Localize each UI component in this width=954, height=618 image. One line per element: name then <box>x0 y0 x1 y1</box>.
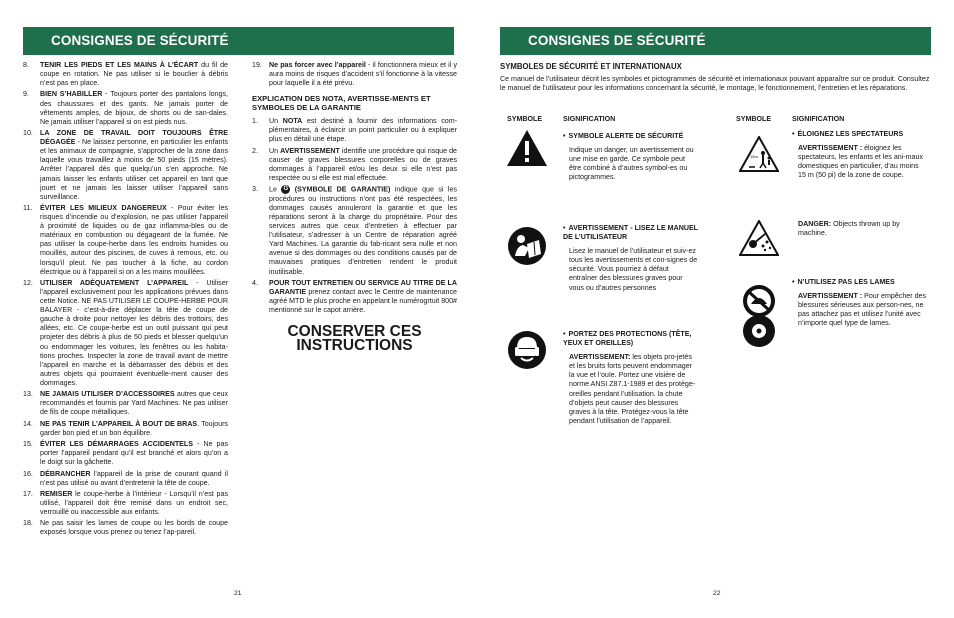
column-header-symbole-2: SYMBOLE <box>736 115 772 123</box>
list-item: 18. Ne pas saisir les lames de coupe ou les bords de coupe exposés lorsque vous prenez ou tenez l’ap-pareil. <box>23 519 228 537</box>
list-item: 16. DÉBRANCHER l’appareil de la prise de courant quand il n’est pas utilisé ou avant d’entretenir la tête de coupe. <box>23 469 228 487</box>
entry-thrown-objects: DANGER: Objects thrown up by machine. <box>798 220 900 238</box>
entry-protective-gear: • PORTEZ DES PROTECTIONS (TÊTE, YEUX ET OREILLES) AVERTISSEMENT: les objets pro-jetés et les bruits forts peuvent endommager la vue et l’ouïe. Portez une visière de norme ANSI Z87.1-1989 et des protège-oreilles pendant l’utilisation. la chute d’objets peut causer des blessures graves à la tête. Protégez-vous la tête pendant l’utilisation de l’appareil. <box>563 330 696 425</box>
list-item: 17. REMISER le coupe-herbe à l’intérieur - Lorsqu’il n’est pas utilisé, l’appareil doit être remisé dans un endroit sec, verrouillé ou inaccessible aux enfants. <box>23 489 228 517</box>
column-header-signification-2: SIGNIFICATION <box>792 115 845 123</box>
no-blades-icon <box>741 284 777 348</box>
page-number: 21 <box>234 590 242 597</box>
column-header-signification: SIGNIFICATION <box>563 115 616 123</box>
entry-keep-bystanders: • ÉLOIGNEZ LES SPECTATEURS AVERTISSEMENT : éloignez les spectateurs, les enfants et les ani-maux domestiques en particulier, d’au moins 15 m (50 pi) de la zone de coupe. <box>792 130 923 180</box>
explication-list <box>252 117 457 315</box>
entry-no-blades: • N’UTILISEZ PAS LES LAMES AVERTISSEMENT : Pour empêcher des blessures sérieuses aux person-nes, ne pas attachez pas et utilisez l’unité avec n’importe quel type de lames. <box>792 278 927 328</box>
list-item: 19. Ne pas forcer avec l’appareil - il fonctionnera mieux et il y aura moins de risques d’accident s’il fonctionne à la vitesse pour laquelle il a été prévu. <box>252 61 457 88</box>
keep-bystanders-away-icon <box>739 136 779 172</box>
list-item: 11. ÉVITER LES MILIEUX DANGEREUX - Pour éviter les risques d’incendie ou d’explosion, ne pas utiliser l’appareil à proximité de liquides ou de gaz inflamma-bles ou de matériaux en combustion ou dégageant de la fumée. Ne pas utiliser la coupe-herbe dans les endroits humides ou mouillés, autour des piscines, de cuves à remous, etc. ou lorsqu’il pleut. Ne pas toucher à la fiche, au cordon électrique ou à l’appareil si on a les mains mouillées. <box>23 203 228 276</box>
save-instructions-heading: CONSERVER CES INSTRUCTIONS <box>287 323 422 355</box>
section-title: SYMBOLES DE SÉCURITÉ ET INTERNATIONAUX <box>500 62 682 71</box>
page-number: 22 <box>713 590 721 597</box>
list-item: 10. LA ZONE DE TRAVAIL DOIT TOUJOURS ÊTRE DÉGAGÉE - Ne laissez personne, en particulier les enfants et les animaux de compagnie, s’approcher de la zone dans laquelle vous travaillez à moins de 50 pieds (15 mètres). Arrêter l’appareil dès que quelqu’un s’en approche. Ne jamais laisser les enfants utiliser cet appareil en tant que jouet et ne jamais les laisser utiliser l’appareil sans surveillance. <box>23 129 228 201</box>
safety-list-continued <box>252 61 457 88</box>
list-item: 15. ÉVITER LES DÉMARRAGES ACCIDENTELS - Ne pas porter l’appareil pendant qu’il est branché et alors qu’on a le doigt sur la gâchette. <box>23 440 228 467</box>
list-item: 4. POUR TOUT ENTRETIEN OU SERVICE AU TITRE DE LA GARANTIE prenez contact avec le Centre de maintenance agréé MTD le plus proche en appelant le numérogrtuit 800# mentionné sur le capot arrière. <box>252 278 457 315</box>
list-item: 8. TENIR LES PIEDS ET LES MAINS À L’ÉCART du fil de coupe en rotation. Ne pas utiliser si le bouclier à débris n’est pas en place. <box>23 61 228 88</box>
safety-alert-icon <box>505 128 549 168</box>
column-header-symbole: SYMBOLE <box>507 115 543 123</box>
right-page <box>477 0 954 618</box>
list-item: 12. UTILISER ADÉQUATEMENT L’APPAREIL - Utiliser l’appareil exclusivement pour les applications prévues dans cette Notice. NE PAS UTILISER LE COUPE-HERBE POUR BALAYER - c’est-à-dire déplacer la tête de coupe de gauche à droite pour nettoyer les débris des trottoirs, des allées, etc. Ce coupe-herbe est un outil puissant qui peut projeter des débris à plus de 50 pieds et blesser quelqu’un ou endommager les voitures, les fenêtres ou les habita-tions proches. Inspecter la zone de travail avant de mettre l’appareil en marche et la débarrasser des débris et des autres objets qui pourraient éventuelle-ment causer des dommages. <box>23 278 229 387</box>
protective-gear-icon <box>507 330 547 370</box>
list-item: 3. Le G (SYMBOLE DE GARANTIE) indique que si les procédures ou instructions n’ont pas été respectées, les dommages causés annuleront la garantie et que les réparations seront à la charge du propriétaire. Pour des services autres que ceux d’entretien à effectuer par l’utilisateur, s’adresser à un Centre de réparation agréé Yard Machines. La garantie du fab-ricant sera nulle et non avenue si des dommages ou des conditions causés par de mauvaises pratiques d’entretien rendent le produit inutilisable. <box>252 185 457 276</box>
thrown-objects-icon <box>739 220 779 256</box>
list-item: 14. NE PAS TENIR L’APPAREIL À BOUT DE BRAS. Toujours garder bon pied et un bon équilibre. <box>23 419 228 437</box>
entry-read-manual: • AVERTISSEMENT - LISEZ LE MANUEL DE L’UTILISATEUR Lisez le manuel de l’utilisateur et suiv-ez tous les avertissements et con-signes de sécurité. Vous pourriez à défaut entraîner des blessures graves pour vous ou d’autres personnes <box>563 224 698 292</box>
left-banner: CONSIGNES DE SÉCURITÉ <box>23 27 454 55</box>
list-item: 13. NE JAMAIS UTILISER D’ACCESSOIRES autres que ceux recommandés et fournis par Yard Machines. Ne pas utiliser de fils de coupe métalliques. <box>23 390 229 417</box>
list-item: 1. Un NOTA est destiné à fournir des informations com-plémentaires, à éclaircir un point particulier ou à expliquer plus en détail une étape. <box>252 117 457 144</box>
read-manual-icon <box>507 226 547 266</box>
left-column-b <box>252 61 457 353</box>
right-banner: CONSIGNES DE SÉCURITÉ <box>500 27 931 55</box>
explication-heading: EXPLICATION DES NOTA, AVERTISSE-MENTS ET SYMBOLES DE LA GARANTIE <box>252 94 431 113</box>
left-column-a <box>23 61 228 540</box>
section-intro: Ce manuel de l’utilisateur décrit les symboles et pictogrammes de sécurité et internationaux pouvant apparaître sur ce produit. Consultez le manuel de l’utilisateur pour les informations concernant la sécurité, le montage, le fonctionnement, l’entretien et les réparations. <box>500 75 930 92</box>
list-item: 9. BIEN S’HABILLER - Toujours porter des pantalons longs, des chaussures et des gants. Ne jamais porter de vêtements amples, de bijoux, de shorts ou de san-dales. Ne jamais utiliser l’appareil si on est pieds nus. <box>23 90 228 126</box>
warranty-symbol-icon: G <box>281 185 290 194</box>
list-item: 2. Un AVERTISSEMENT identifie une procédure qui risque de causer de graves blessures corporelles ou de graves dommages à l’appareil et/ou les deux si elle n’est pas respectée ou si elle est mal effectuée. <box>252 146 457 183</box>
entry-safety-alert: • SYMBOLE ALERTE DE SÉCURITÉ Indique un danger, un avertissement ou une mise en garde. Ce symbole peut être combiné à d’autres symbol-es ou pictogrammes. <box>563 132 694 182</box>
bystander-distance-label: 15m <box>750 154 758 159</box>
safety-list <box>23 61 228 538</box>
